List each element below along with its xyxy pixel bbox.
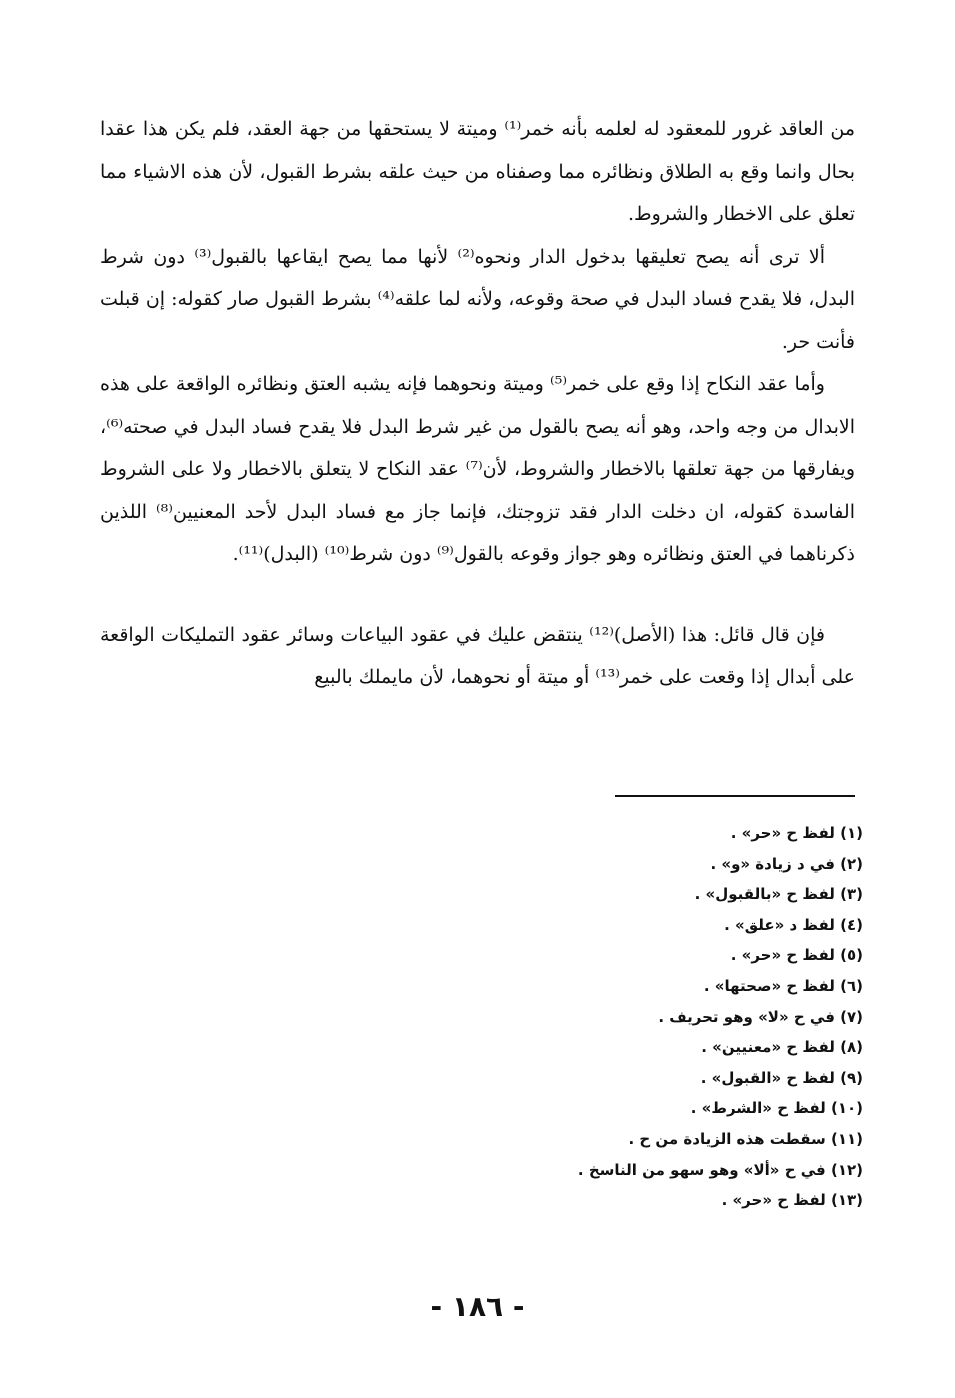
footnote-9: (٩) لفظ ح «القبول» . <box>700 1068 863 1087</box>
footnote-10: (١٠) لفظ ح «الشرط» . <box>690 1099 863 1118</box>
main-text <box>100 108 855 699</box>
paragraph-2: ألا ترى أنه يصح تعليقها بدخول الدار ونحوه⁽²⁾ لأنها مما يصح ايقاعها بالقبول⁽³⁾ دون شرط البدل، فلا يقدح فساد البدل في صحة وقوعه، ولأنه لما علقه⁽⁴⁾ بشرط القبول صار كقوله: إن قبلت فأنت حر. <box>100 245 856 353</box>
page-number: - ١٨٦ - <box>430 1290 525 1323</box>
footnote-4: (٤) لفظ د «علق» . <box>724 915 863 934</box>
footnote-11: (١١) سقطت هذه الزيادة من ح . <box>628 1129 863 1148</box>
footnote-7: (٧) في ح «لا» وهو تحريف . <box>658 1007 863 1026</box>
footnotes-list <box>363 818 863 1216</box>
footnote-12: (١٢) في ح «ألا» وهو سهو من الناسخ . <box>577 1160 863 1179</box>
paragraph-1: من العاقد غرور للمعقود له لعلمه بأنه خمر⁽¹⁾ وميتة لا يستحقها من جهة العقد، فلم يكن هذا عقدا بحال وانما وقع به الطلاق ونظائره مما وصفناه من حيث علقه بشرط القبول، لأن هذه الاشياء مما تعلق على الاخطار والشروط. <box>100 118 856 225</box>
footnote-5: (٥) لفظ ح «حر» . <box>730 946 863 965</box>
paragraph-3: وأما عقد النكاح إذا وقع على خمر⁽⁵⁾ وميتة ونحوهما فإنه يشبه العتق ونظائره الواقعة على هذه الابدال من وجه واحد، وهو أنه يصح بالقول من غير شرط البدل فلا يقدح فساد البدل في صحته⁽⁶⁾، ويفارقها من جهة تعلقها بالاخطار والشروط، لأن⁽⁷⁾ عقد النكاح لا يتعلق بالاخطار ولا على الشروط الفاسدة كقوله، ان دخلت الدار فقد تزوجتك، فإنما جاز مع فساد البدل لأحد المعنيين⁽⁸⁾ اللذين ذكرناهما في العتق ونظائره وهو جواز وقوعه بالقول⁽⁹⁾ دون شرط⁽¹⁰⁾ (البدل)⁽¹¹⁾. <box>100 373 856 565</box>
footnote-divider <box>615 795 855 797</box>
paragraph-4: فإن قال قائل: هذا (الأصل)⁽¹²⁾ ينتقض عليك في عقود البياعات وسائر عقود التمليكات الواقعة على أبدال إذا وقعت على خمر⁽¹³⁾ أو ميتة أو نحوهما، لأن مايملك بالبيع <box>100 623 855 688</box>
footnote-3: (٣) لفظ ح «بالقبول» . <box>694 885 863 904</box>
footnote-8: (٨) لفظ ح «معنيين» . <box>701 1038 863 1057</box>
footnote-2: (٢) في د زيادة «و» . <box>710 854 863 873</box>
footnote-13: (١٣) لفظ ح «حر» . <box>721 1191 863 1210</box>
footnote-1: (١) لفظ ح «حر» . <box>730 824 863 842</box>
footnote-6: (٦) لفظ ح «صحتها» . <box>703 976 863 995</box>
